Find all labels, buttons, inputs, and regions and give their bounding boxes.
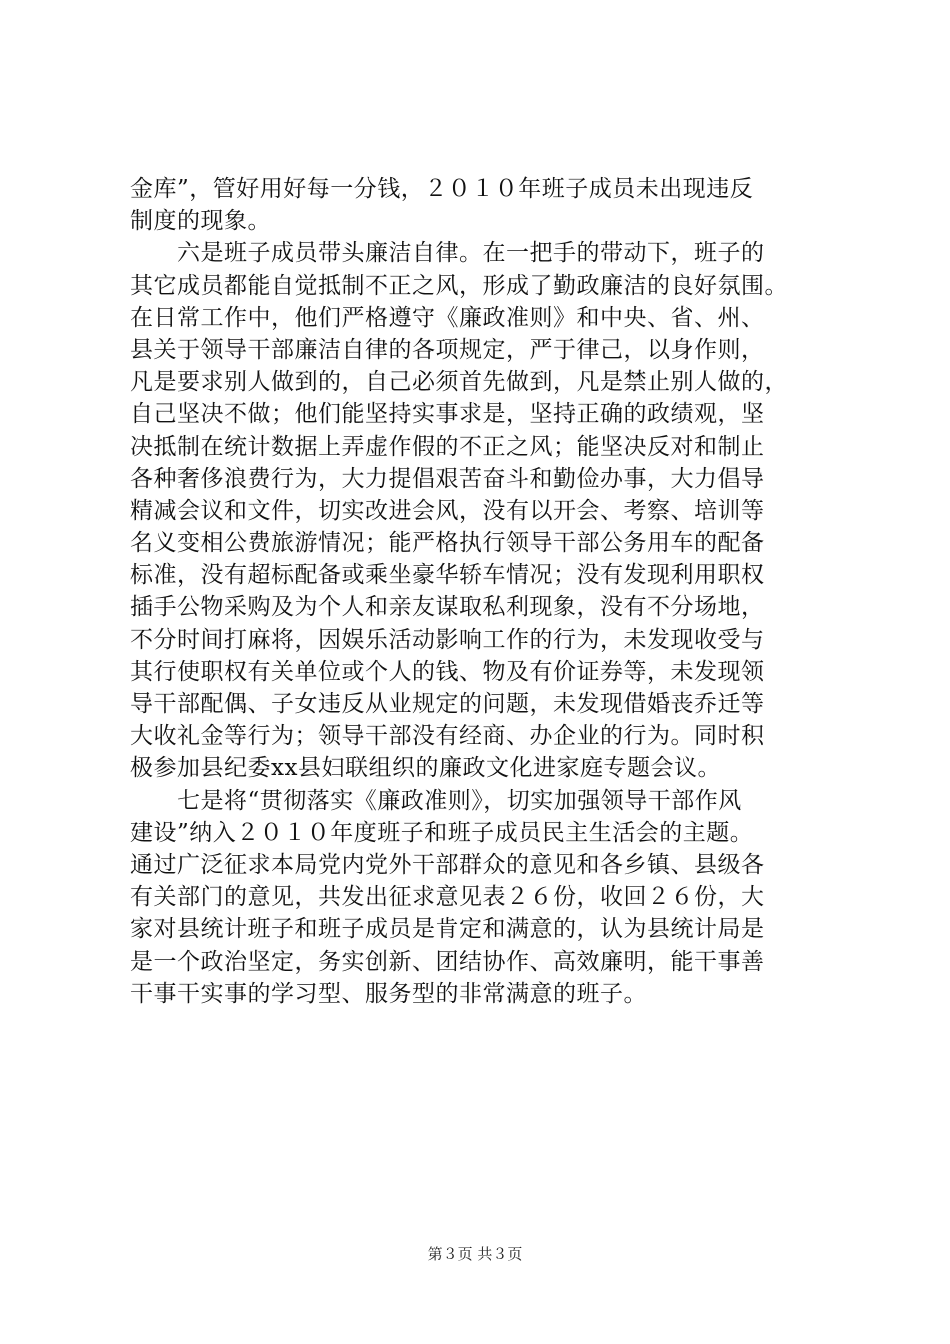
text-line: 插手公物采购及为个人和亲友谋取私利现象，没有不分场地， xyxy=(130,594,765,621)
page-footer xyxy=(0,1244,950,1264)
text-line: 建设”纳入２０１０年度班子和班子成员民主生活会的主题。 xyxy=(130,819,754,846)
text-line: 凡是要求别人做到的，自己必须首先做到，凡是禁止别人做的， xyxy=(130,369,788,396)
text-line: 其行使职权有关单位或个人的钱、物及有价证券等，未发现领 xyxy=(130,658,765,685)
text-line: 精减会议和文件，切实改进会风，没有以开会、考察、培训等 xyxy=(130,497,765,524)
text-line: 其它成员都能自觉抵制不正之风，形成了勤政廉洁的良好氛围。 xyxy=(130,272,788,299)
text-line: 金库”，管好用好每一分钱，２０１０年班子成员未出现违反 xyxy=(130,176,754,202)
text-line: 决抵制在统计数据上弄虚作假的不正之风；能坚决反对和制止 xyxy=(130,433,765,460)
text-line: 名义变相公费旅游情况；能严格执行领导干部公务用车的配备 xyxy=(130,530,765,557)
text-line: 干事干实事的学习型、服务型的非常满意的班子。 xyxy=(130,980,647,1007)
text-line: 有关部门的意见，共发出征求意见表２６份，收回２６份，大 xyxy=(130,884,765,911)
text-line: 不分时间打麻将，因娱乐活动影响工作的行为，未发现收受与 xyxy=(130,626,765,653)
text-line: 标准，没有超标配备或乘坐豪华轿车情况；没有发现利用职权 xyxy=(130,562,765,589)
text-line: 六是班子成员带头廉洁自律。在一把手的带动下，班子的 xyxy=(130,240,765,267)
text-line: 七是将“贯彻落实《廉政准则》，切实加强领导干部作风 xyxy=(130,787,742,814)
text-line: 各种奢侈浪费行为，大力提倡艰苦奋斗和勤俭办事，大力倡导 xyxy=(130,465,765,492)
text-line: 制度的现象。 xyxy=(130,208,271,235)
text-line: 县关于领导干部廉洁自律的各项规定，严于律己，以身作则， xyxy=(130,336,765,363)
text-line: 在日常工作中，他们严格遵守《廉政准则》和中央、省、州、 xyxy=(130,304,765,331)
document-body xyxy=(130,173,850,1010)
text-line: 导干部配偶、子女违反从业规定的问题，未发现借婚丧乔迁等 xyxy=(130,691,765,717)
text-line: 大收礼金等行为；领导干部没有经商、办企业的行为。同时积 xyxy=(130,723,765,750)
text-line: 是一个政治坚定，务实创新、团结协作、高效廉明，能干事善 xyxy=(130,948,765,975)
text-line: 自己坚决不做；他们能坚持实事求是，坚持正确的政绩观，坚 xyxy=(130,401,765,428)
text-line: 通过广泛征求本局党内党外干部群众的意见和各乡镇、县级各 xyxy=(130,851,765,878)
text-line: 家对县统计班子和班子成员是肯定和满意的，认为县统计局是 xyxy=(130,916,765,943)
page-number-label: 第３页 共３页 xyxy=(427,1245,523,1263)
text-line: 极参加县纪委xx县妇联组织的廉政文化进家庭专题会议。 xyxy=(130,755,721,782)
